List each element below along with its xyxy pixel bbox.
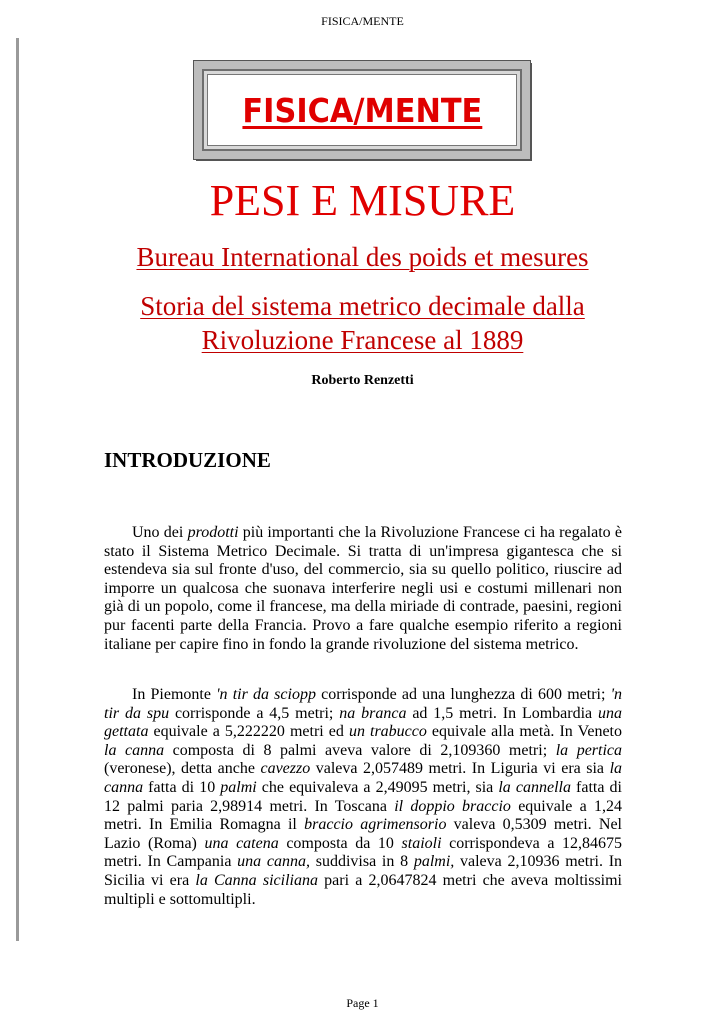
text-run: valeva 2,057489 metri. In Liguria vi era sia [310,760,610,778]
text-run: equivale a 1,24 metri. In Emilia Romagna il [104,797,623,834]
italic-term: una catena [204,834,279,852]
subtitle-secondary-line2: Rivoluzione Francese al 1889 [201,325,524,355]
running-header: FISICA/MENTE [321,14,404,28]
text-run: corrisponde ad una lunghezza di 600 metri; [315,686,611,703]
italic-term: prodotti [187,524,239,541]
text-run: equivale alla metà. In Veneto [426,723,622,741]
italic-term: la canna [104,741,165,759]
subtitle-secondary [0,289,725,357]
italic-term: palmi [220,778,257,796]
text-run: suddivisa in 8 [310,853,414,871]
text-run: (veronese), detta anche [104,760,261,778]
paragraph-1 [104,524,622,654]
page-number: Page 1 [346,996,379,1010]
text-run: equivale a 5,222220 metri ed [148,723,349,741]
italic-term: 'n tir da spu [104,686,623,722]
page-title: PESI E MISURE [209,176,516,225]
italic-term: una gettata [104,704,623,741]
text-run: composta di 8 palmi aveva valore di 2,109360 metri; [164,741,556,759]
section-heading: INTRODUZIONE [104,448,271,472]
text-run: corrispondeva a 12,84675 metri. In Campania [104,834,623,871]
italic-term: la pertica [555,741,623,759]
text-run: che equivaleva a 2,49095 metri, sia [256,778,499,796]
subtitle: Bureau International des poids et mesures [136,242,589,272]
text-run: corrisponde a 4,5 metri; [169,704,340,722]
italic-term: la canna [104,760,623,796]
text-run: valeva 0,5309 metri. Nel Lazio (Roma) [104,816,622,852]
text-run: ad 1,5 metri. In Lombardia [406,704,599,722]
italic-term: palmi, [413,853,455,871]
italic-term: un trabucco [348,723,427,741]
subtitle-secondary-line1: Storia del sistema metrico decimale dalla [140,291,585,321]
italic-term: 'n tir da sciopp [216,686,316,703]
italic-term: braccio agrimensorio [304,816,447,834]
text-run: Uno dei [132,524,188,541]
logo-text: FISICA/MENTE [242,90,482,130]
text-run: fatta di 10 [143,778,221,796]
text-run: In Piemonte [132,686,217,703]
italic-term: una canna, [237,853,310,871]
logo-frame [194,61,530,159]
italic-term: na branca [339,704,407,722]
italic-term: il doppio braccio [394,797,511,815]
margin-rule [16,38,19,941]
italic-term: staioli [401,834,442,852]
italic-term: cavezzo [260,760,311,778]
text-run: valeva 2,10936 metri. In Sicilia vi era [104,853,623,889]
italic-term: la Canna siciliana [195,871,318,889]
text-run: composta da 10 [278,834,402,852]
text-run: più importanti che la Rivoluzione Francese ci ha regalato è stato il Sistema Metrico Decimale. Si tratta di un'impresa gigantesca che si estendeva sia sul fronte d'uso, del commercio, sia su quello politico, riuscire ad imporre un qualcosa che suonava interferire negli usi e costumi millenari non già di un popolo, come il francese, ma della miriade di contrade, paesini, regioni pur facenti parte della Francia. Provo a fare qualche esempio riferito a regioni italiane per capire fino in fondo la grande rivoluzione del sistema metrico. [104,524,622,653]
italic-term: la cannella [498,778,571,796]
text-run: pari a 2,0647824 metri che aveva moltissimi multipli e sottomultipli. [104,871,623,908]
text-run: fatta di 12 palmi paria 2,98914 metri. In Toscana [104,778,622,815]
paragraph-2 [104,686,622,909]
author: Roberto Renzetti [311,373,414,388]
